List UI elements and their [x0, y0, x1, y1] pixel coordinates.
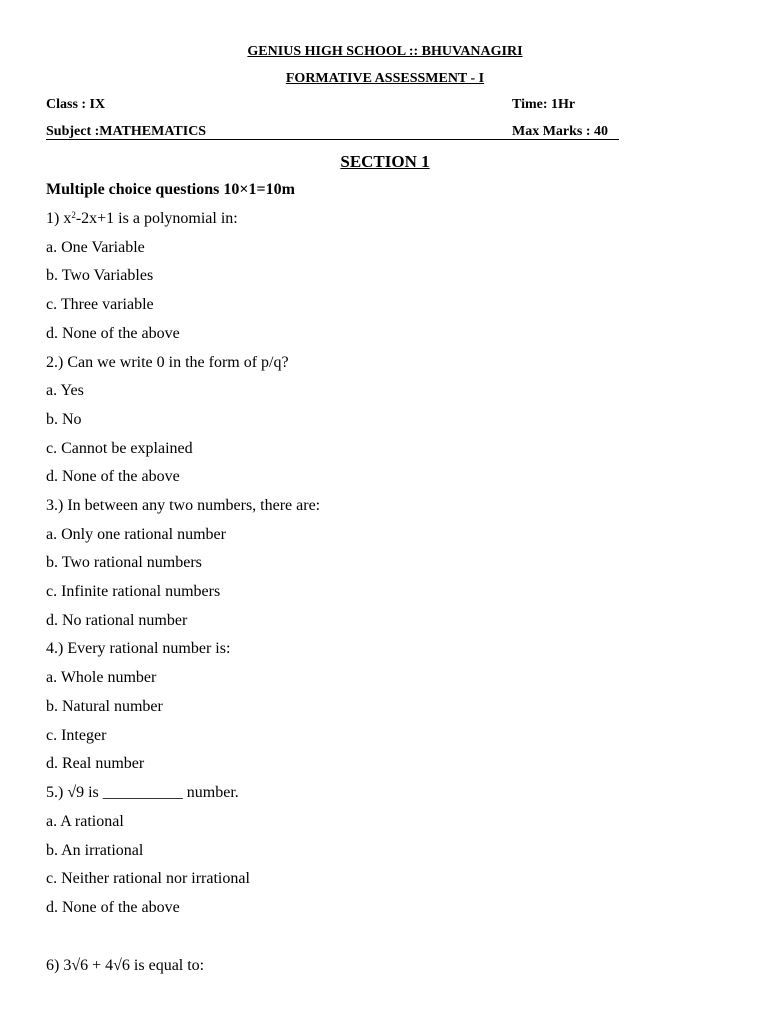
option-a: a. Only one rational number	[46, 526, 226, 543]
time-label: Time: 1Hr	[512, 97, 576, 112]
section-title: SECTION 1	[340, 152, 430, 171]
option-a: a. Whole number	[46, 669, 157, 686]
option-c: c. Infinite rational numbers	[46, 583, 221, 600]
option-c: c. Three variable	[46, 296, 154, 313]
question-text: 1) $x^2-2x+1$ is a polynomial in:	[46, 210, 238, 227]
max-marks-label: Max Marks : 40	[512, 124, 609, 139]
class-label: Class : IX	[46, 97, 106, 112]
question-text: 4.) Every rational number is:	[46, 640, 231, 657]
option-b: b. An irrational	[46, 842, 144, 859]
assessment-title: FORMATIVE ASSESSMENT - I	[285, 71, 485, 86]
question-text: 6) 3√6 + 4√6 is equal to:	[46, 957, 205, 974]
option-c: c. Cannot be explained	[46, 440, 193, 457]
option-d: d. None of the above	[46, 468, 180, 485]
option-d: d. None of the above	[46, 899, 180, 916]
option-b: b. Natural number	[46, 698, 163, 715]
option-b: b. No	[46, 411, 82, 428]
question-text: 5.) √9 is __________ number.	[46, 784, 239, 801]
header-underline	[46, 139, 619, 140]
school-name: GENIUS HIGH SCHOOL :: BHUVANAGIRI	[247, 44, 523, 59]
option-b: b. Two rational numbers	[46, 554, 202, 571]
question-text: 2.) Can we write 0 in the form of p/q?	[46, 354, 289, 371]
section-instructions: Multiple choice questions 10×1=10m	[46, 181, 295, 198]
option-c: c. Neither rational nor irrational	[46, 870, 250, 887]
option-c: c. Integer	[46, 727, 107, 744]
option-a: a. Yes	[46, 382, 84, 399]
option-a: a. One Variable	[46, 239, 145, 256]
option-b: b. Two Variables	[46, 267, 154, 284]
subject-label: Subject :MATHEMATICS	[46, 124, 207, 139]
option-d: d. Real number	[46, 755, 145, 772]
question-text: 3.) In between any two numbers, there are:	[46, 497, 321, 514]
option-d: d. None of the above	[46, 325, 180, 342]
option-d: d. No rational number	[46, 612, 188, 629]
option-a: a. A rational	[46, 813, 124, 830]
